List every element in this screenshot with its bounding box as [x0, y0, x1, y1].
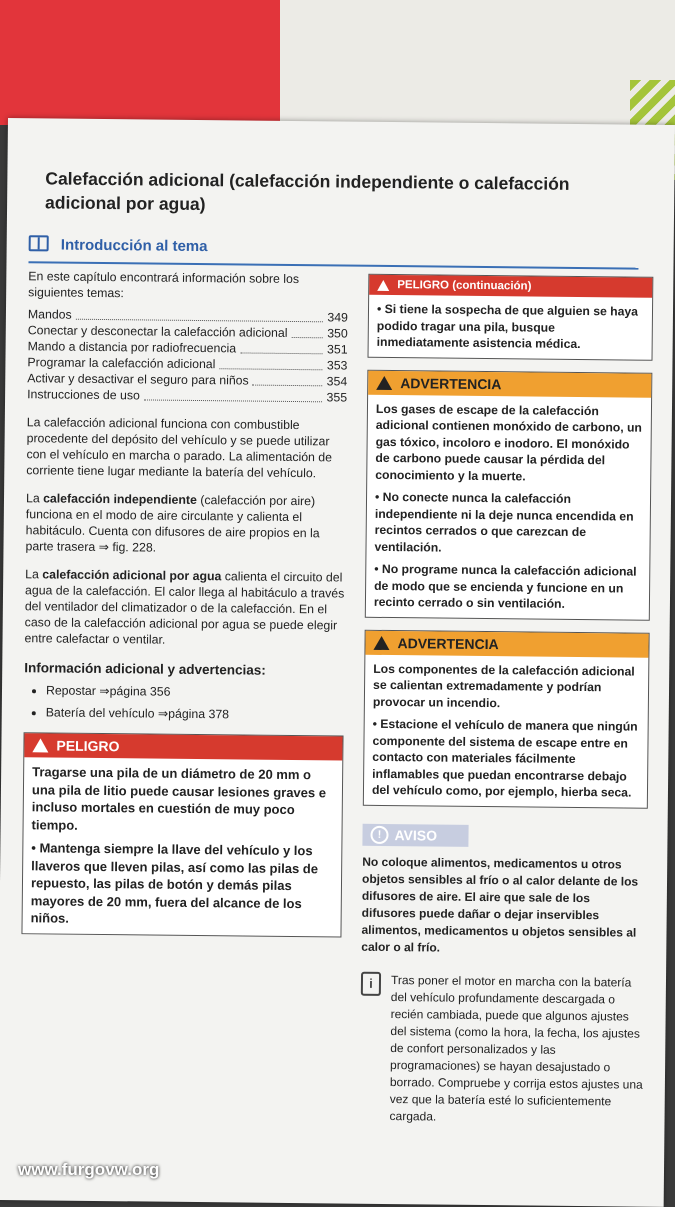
toc-page: 350 — [327, 326, 348, 341]
toc-label: Programar la calefacción adicional — [27, 355, 216, 372]
aviso-text: No coloque alimentos, medicamentos u otros objetos sensibles al frío o al calor delante de los difusores de aire. El aire que sale de los difusores puede dañar o dejar inservibles alimentos, medicamentos u objetos sensibles al calor o al frío. — [361, 854, 639, 955]
intro-heading-label: Introducción al tema — [60, 236, 208, 256]
peligro-text-1: Tragarse una pila de un diámetro de 20 mm o una pila de litio puede causar lesiones graves e incluso mortales en cuestión de muy poco tiempo. — [31, 764, 327, 833]
advertencia-header-2 — [365, 630, 648, 657]
advertencia-2-text-2: • Estacione el vehículo de manera que ningún componente del sistema de escape entre en contacto con materiales fácilmente inflamables que puedan encontrarse debajo del vehículo como, por ejemplo, hierba seca. — [371, 716, 638, 800]
info-note — [359, 971, 646, 1127]
warning-triangle-icon — [376, 375, 392, 389]
page-title: Calefacción adicional (calefacción independiente o calefacción adicional por agua) — [45, 168, 570, 215]
toc-item[interactable] — [27, 386, 347, 405]
advertencia-2-text-1: Los componentes de la calefacción adicional se calientan extremadamente y podrían provocar un incendio. — [372, 661, 635, 710]
advertencia-label-2: ADVERTENCIA — [397, 634, 499, 652]
toc-page: 349 — [327, 310, 349, 325]
aviso-badge — [362, 823, 468, 846]
toc-label: Activar y desactivar el seguro para niños — [27, 371, 249, 388]
advertencia-label-1: ADVERTENCIA — [400, 374, 502, 392]
toc-page: 354 — [326, 374, 348, 389]
peligro-header — [24, 733, 342, 760]
toc-label: Instrucciones de uso — [27, 387, 140, 403]
link-bateria[interactable]: • Batería del vehículo ⇒página 378 — [46, 704, 344, 723]
link-repostar[interactable]: • Repostar ⇒página 356 — [46, 682, 344, 701]
peligro-cont-box — [368, 274, 654, 360]
advertencia-box-2 — [363, 629, 650, 808]
background-red-object — [0, 0, 280, 125]
advertencia-1-text-1: Los gases de escape de la calefacción adicional contienen monóxido de carbono, un gas tóxico, incoloro e inodoro. El monóxido de carbono puede causar la pérdida del conocimiento y la muerte. — [375, 401, 642, 483]
warning-triangle-icon — [32, 738, 48, 752]
link-list — [24, 682, 344, 723]
warning-triangle-icon — [377, 279, 389, 290]
advertencia-header-1 — [368, 370, 651, 397]
toc-page: 351 — [326, 342, 348, 357]
exclamation-circle-icon: ! — [370, 825, 388, 843]
intro-heading — [28, 235, 638, 269]
peligro-label: PELIGRO — [56, 737, 120, 755]
peligro-cont-text: • Si tiene la sospecha de que alguien se haya podido tragar una pila, busque inmediatamente asistencia médica. — [376, 301, 639, 352]
aviso-label: AVISO — [394, 826, 438, 844]
advertencia-box-1 — [365, 369, 653, 620]
paragraph-3: La calefacción adicional por agua calienta el circuito del agua de la calefacción. El calor llega al habitáculo a través del ventilador del climatizador o de la calefacción. En el caso de la calefacción adicional por agua se puede elegir entre calefactar o ventilar. — [24, 567, 345, 647]
paragraph-1: La calefacción adicional funciona con combustible procedente del depósito del vehículo y se puede utilizar con el vehículo en marcha o parado. La alimentación de corriente tiene lugar mediante la batería del vehículo. — [26, 415, 333, 481]
peligro-cont-body — [369, 295, 653, 359]
toc-page: 355 — [326, 390, 348, 405]
paragraph-2: La calefacción independiente (calefacción por aire) funciona en el modo de aire circulante y calienta el habitáculo. Cuenta con difusores de aire propios en la parte trasera ⇒ fig. 228. — [25, 491, 320, 555]
background-surface — [280, 0, 675, 130]
manual-page — [0, 118, 675, 1207]
watermark-url: www.furgovw.org — [18, 1160, 160, 1179]
toc-page: 353 — [326, 358, 348, 373]
warning-triangle-icon — [373, 635, 389, 649]
right-column — [359, 274, 653, 1127]
intro-text: En este capítulo encontrará información sobre los siguientes temas: — [28, 269, 300, 301]
info-heading: Información adicional y advertencias: — [24, 660, 266, 678]
aviso-header — [362, 823, 647, 848]
info-icon: i — [361, 971, 381, 995]
left-column — [21, 268, 348, 937]
advertencia-body-2 — [364, 654, 649, 807]
peligro-box — [21, 732, 343, 937]
advertencia-body-1 — [366, 394, 651, 619]
peligro-text-2: • Mantenga siempre la llave del vehículo y los llaveros que lleven pilas, así como las pilas de repuesto, las pilas de botón y demás pilas mayores de 20 mm, fuera del alcance de los niños. — [30, 840, 319, 926]
peligro-body — [22, 757, 342, 936]
toc-label: Mandos — [27, 307, 72, 322]
book-icon — [29, 235, 49, 251]
toc-label: Conectar y desconectar la calefacción adicional — [27, 323, 288, 340]
advertencia-1-text-3: • No programe nunca la calefacción adicional de modo que se encienda y funcione en un recinto cerrado o sin ventilación. — [373, 561, 637, 611]
toc-label: Mando a distancia por radiofrecuencia — [27, 339, 237, 356]
toc-list — [27, 306, 348, 405]
peligro-cont-label: PELIGRO (continuación) — [397, 279, 532, 293]
advertencia-1-text-2: • No conecte nunca la calefacción independiente ni la deje nunca encendida en recintos cerrados o que carezcan de ventilación. — [374, 489, 634, 555]
info-note-text: Tras poner el motor en marcha con la batería del vehículo profundamente descargada o recién cambiada, puede que algunos ajustes del sistema (como la hora, la fecha, los ajustes de confort personalizados y las programaciones) se hayan desajustado o borrado. Compruebe y corrija estos ajustes una vez que la batería esté lo suficientemente cargada. — [389, 972, 643, 1124]
